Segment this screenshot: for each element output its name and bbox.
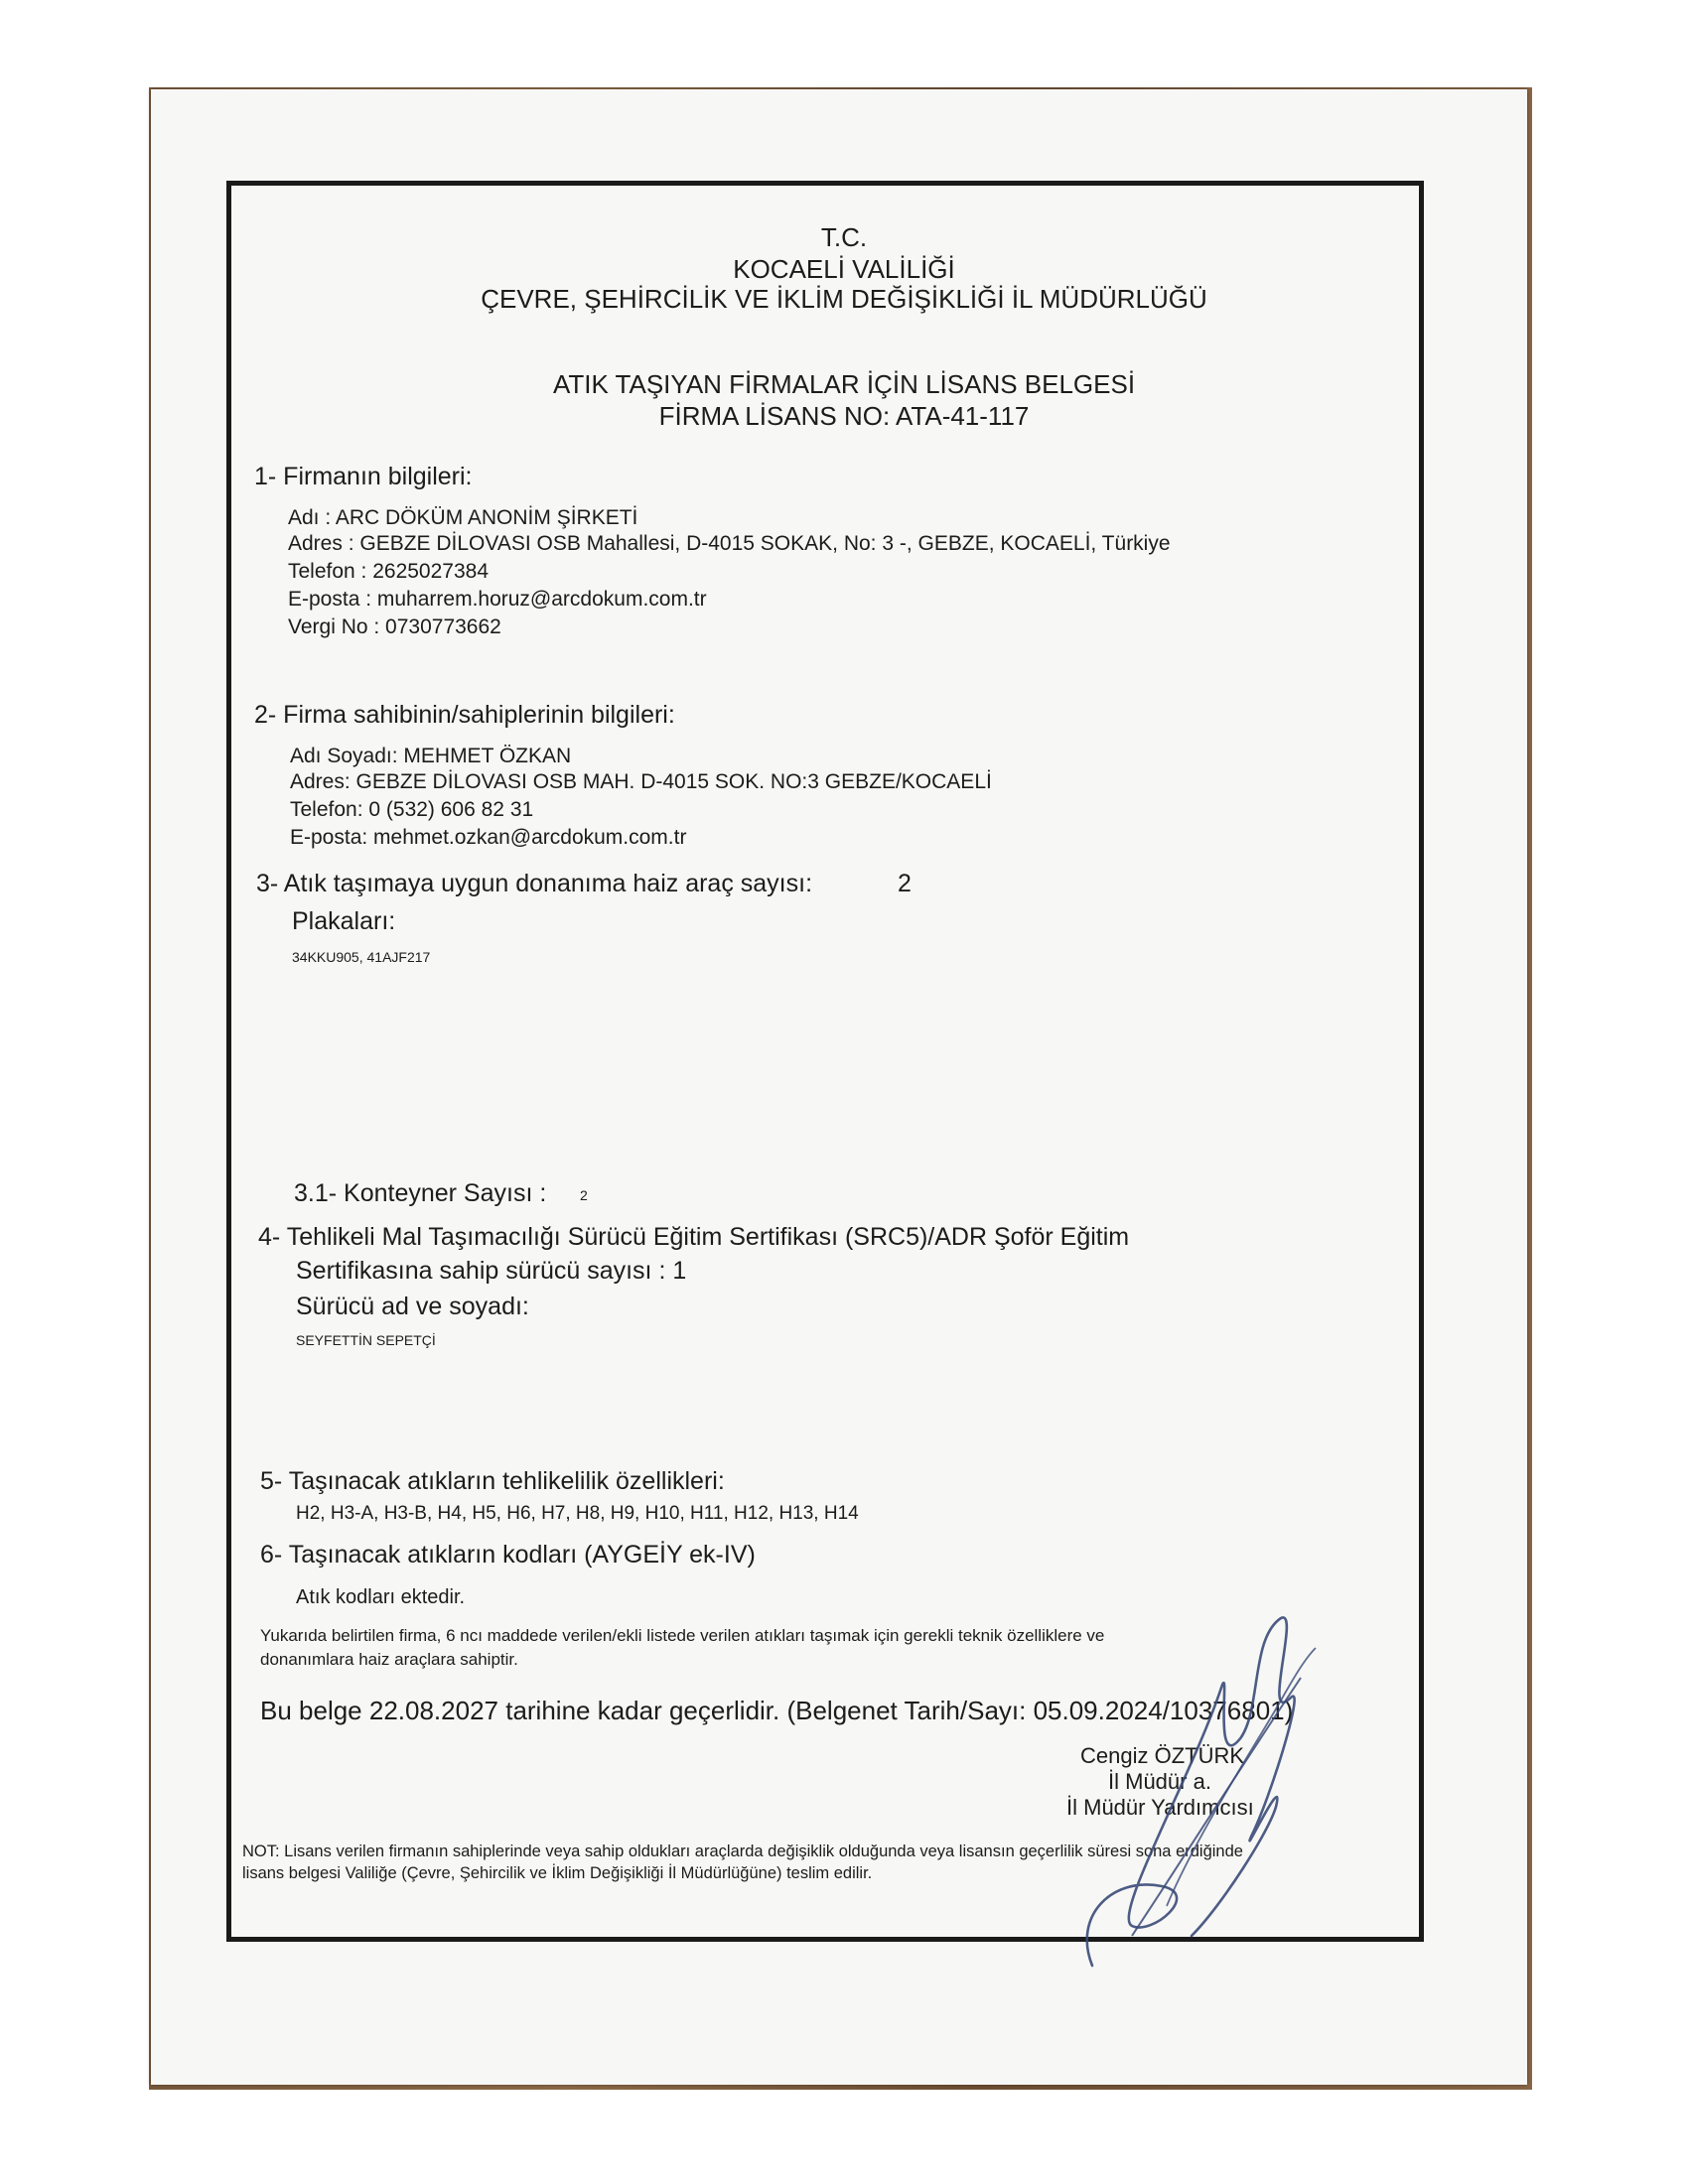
header-governorship: KOCAELİ VALİLİĞİ (733, 254, 955, 284)
statement-line2: donanımlara haiz araçlara sahiptir. (260, 1650, 518, 1669)
section5-heading: 5- Taşınacak atıkların tehlikelilik özellikleri: (260, 1467, 725, 1495)
owner-address: Adres: GEBZE DİLOVASI OSB MAH. D-4015 SOK. NO:3 GEBZE/KOCAELİ (290, 770, 992, 793)
owner-phone: Telefon: 0 (532) 606 82 31 (290, 798, 534, 821)
company-address: Adres : GEBZE DİLOVASI OSB Mahallesi, D-4015 SOKAK, No: 3 -, GEBZE, KOCAELİ, Türkiye (288, 532, 1171, 555)
validity-statement: Bu belge 22.08.2027 tarihine kadar geçerlidir. (Belgenet Tarih/Sayı: 05.09.2024/10376801) (260, 1696, 1294, 1725)
header-directorate: ÇEVRE, ŞEHİRCİLİK VE İKLİM DEĞİŞİKLİĞİ İL MÜDÜRLÜĞÜ (481, 284, 1207, 314)
section1-heading: 1- Firmanın bilgileri: (254, 463, 473, 490)
company-tax-number: Vergi No : 0730773662 (288, 615, 501, 638)
driver-count: Sertifikasına sahip sürücü sayısı : 1 (296, 1257, 687, 1285)
header-tc: T.C. (820, 222, 868, 252)
company-name: Adı : ARC DÖKÜM ANONİM ŞİRKETİ (288, 506, 638, 529)
license-number: FİRMA LİSANS NO: ATA-41-117 (658, 401, 1030, 431)
signatory-title: İl Müdür a. (1108, 1769, 1211, 1794)
container-count: 2 (580, 1187, 588, 1203)
signatory-name: Cengiz ÖZTÜRK (1080, 1743, 1245, 1768)
company-phone: Telefon : 2625027384 (288, 560, 490, 583)
statement-line1: Yukarıda belirtilen firma, 6 ncı maddede verilen/ekli listede verilen atıkları taşımak için gerekli teknik özelliklere ve (260, 1626, 1105, 1645)
section3-heading: 3- Atık taşımaya uygun donanıma haiz araç sayısı: (256, 870, 813, 897)
section6-heading: 6- Taşınacak atıkların kodları (AYGEİY ek-IV) (260, 1541, 756, 1569)
owner-name: Adı Soyadı: MEHMET ÖZKAN (290, 745, 572, 767)
section2-heading: 2- Firma sahibinin/sahiplerinin bilgileri: (254, 701, 675, 729)
note-line2: lisans belgesi Valiliğe (Çevre, Şehircilik ve İklim Değişikliği İl Müdürlüğüne) teslim edilir. (242, 1864, 873, 1882)
plates-value: 34KKU905, 41AJF217 (292, 949, 431, 965)
company-email: E-posta : muharrem.horuz@arcdokum.com.tr (288, 588, 707, 611)
driver-name: SEYFETTİN SEPETÇİ (296, 1332, 436, 1348)
vehicle-count: 2 (898, 870, 912, 897)
note-line1: NOT: Lisans verilen firmanın sahiplerinde veya sahip oldukları araçlarda değişiklik olduğunda veya lisansın geçerlilik süresi sona erdiğinde (242, 1843, 1243, 1860)
section4-heading: 4- Tehlikeli Mal Taşımacılığı Sürücü Eğitim Sertifikası (SRC5)/ADR Şoför Eğitim (258, 1223, 1130, 1251)
handwritten-signature (1072, 1578, 1321, 1995)
container-label: 3.1- Konteyner Sayısı : (294, 1179, 547, 1207)
plates-label: Plakaları: (292, 907, 396, 935)
hazard-properties: H2, H3-A, H3-B, H4, H5, H6, H7, H8, H9, H10, H11, H12, H13, H14 (296, 1503, 859, 1524)
driver-label: Sürücü ad ve soyadı: (296, 1293, 529, 1320)
waste-codes: Atık kodları ektedir. (296, 1586, 466, 1608)
license-title: ATIK TAŞIYAN FİRMALAR İÇİN LİSANS BELGESİ (552, 369, 1136, 399)
owner-email: E-posta: mehmet.ozkan@arcdokum.com.tr (290, 826, 687, 849)
signatory-position: İl Müdür Yardımcısı (1066, 1795, 1254, 1820)
